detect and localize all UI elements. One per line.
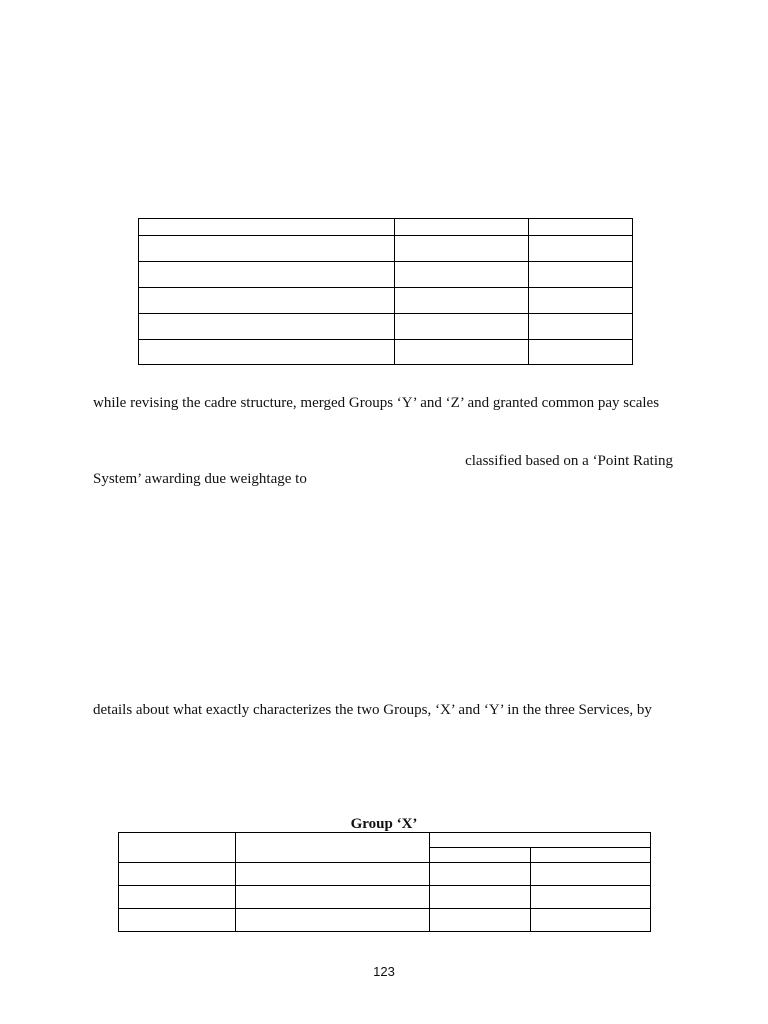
table-row bbox=[139, 236, 633, 262]
table-cell bbox=[529, 314, 633, 340]
table-cell bbox=[139, 236, 395, 262]
table-cell bbox=[139, 219, 395, 236]
group-x-table bbox=[118, 832, 651, 932]
table-cell bbox=[139, 262, 395, 288]
table-cell bbox=[395, 262, 529, 288]
table-row bbox=[119, 863, 651, 886]
table-cell bbox=[139, 314, 395, 340]
table-cell bbox=[430, 863, 531, 886]
table-row bbox=[139, 288, 633, 314]
table-row bbox=[139, 314, 633, 340]
table-header-cell bbox=[119, 833, 236, 863]
table-cell bbox=[395, 219, 529, 236]
table-row bbox=[119, 886, 651, 909]
table-row bbox=[119, 909, 651, 932]
table-cell bbox=[395, 236, 529, 262]
table-cell bbox=[430, 886, 531, 909]
table-cell bbox=[236, 909, 430, 932]
table-cell bbox=[236, 863, 430, 886]
paragraph-groups-details: details about what exactly characterizes the two Groups, ‘X’ and ‘Y’ in the three Services, by bbox=[93, 702, 652, 718]
table-cell bbox=[236, 886, 430, 909]
table-cell bbox=[529, 288, 633, 314]
table-cell bbox=[531, 909, 651, 932]
table-caption: Group ‘X’ bbox=[350, 816, 418, 832]
table-cell bbox=[430, 909, 531, 932]
table-cell bbox=[529, 236, 633, 262]
table-cell bbox=[119, 863, 236, 886]
page-number: 123 bbox=[373, 964, 395, 979]
table-cell bbox=[119, 886, 236, 909]
paragraph-point-rating-line2: System’ awarding due weightage to bbox=[93, 471, 307, 487]
table-row bbox=[139, 219, 633, 236]
table-cell bbox=[529, 219, 633, 236]
table-cell bbox=[529, 262, 633, 288]
table-cell bbox=[139, 288, 395, 314]
table-header-row bbox=[119, 833, 651, 848]
table-cell bbox=[395, 340, 529, 365]
table-cell bbox=[395, 288, 529, 314]
table-header-cell bbox=[430, 833, 651, 848]
top-table bbox=[138, 218, 633, 365]
table-header-cell bbox=[236, 833, 430, 863]
table-row bbox=[139, 340, 633, 365]
table-cell bbox=[529, 340, 633, 365]
table-cell bbox=[395, 314, 529, 340]
table-cell bbox=[531, 863, 651, 886]
paragraph-point-rating-line1: classified based on a ‘Point Rating bbox=[465, 453, 673, 469]
table-cell bbox=[531, 886, 651, 909]
paragraph-cadre-structure: while revising the cadre structure, merged Groups ‘Y’ and ‘Z’ and granted common pay scales bbox=[93, 395, 660, 411]
table-row bbox=[139, 262, 633, 288]
table-cell bbox=[139, 340, 395, 365]
table-header-cell bbox=[531, 848, 651, 863]
table-cell bbox=[119, 909, 236, 932]
table-header-cell bbox=[430, 848, 531, 863]
